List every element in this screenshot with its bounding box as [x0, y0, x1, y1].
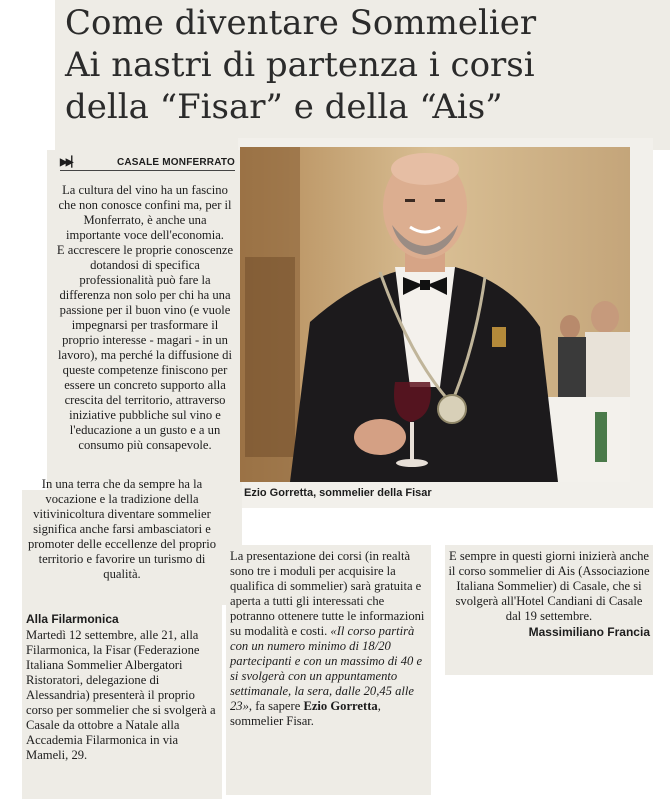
headline: [65, 2, 665, 128]
headline-line-2: Ai nastri di partenza i corsi: [65, 45, 535, 85]
article-column-2: [230, 549, 428, 729]
paragraph-4: Martedì 12 settembre, alle 21, alla Filarmonica, la Fisar (Federazione Italiana Sommelier Albergatori Ristoratori, delegazione di Alessandria) presenterà il proprio corso per sommelier che si svolgerà a Casale da ottobre a Natale alla Accademia Filarmonica in via Mameli, 29.: [26, 628, 216, 762]
headline-line-3: della “Fisar” e della “Ais”: [65, 87, 503, 127]
photo-illustration: [240, 147, 630, 482]
headline-line-1: Come diventare Sommelier: [65, 3, 537, 43]
article-photo: [240, 147, 630, 482]
section-subhead: Alla Filarmonica: [26, 612, 119, 626]
quoted-person-name: Ezio Gorretta: [303, 699, 378, 713]
quote-text: «Il corso partirà con un numero minimo di 18/20 partecipanti e con un massimo di 40 e si svolgerà con un appuntamento settimanale, la sera, dalle 20,45 alle 23»: [230, 624, 423, 713]
paragraph-3: In una terra che da sempre ha la vocazione e la tradizione della vitivinicoltura diventare sommelier significa anche farsi ambasciatori e promoter delle eccellenze del proprio territorio e favorire un turismo di qualità.: [27, 477, 217, 581]
paragraph-2: E accrescere le proprie conoscenze dotandosi di specifica professionalità può fare la differenza non solo per chi ha una passione per il buon vino (e vuole impegnarsi per trasformare il proprio interesse - magari - in un lavoro), ma perché la diffusione di queste competenze finiscono per essere un concreto supporto alla crescita del territorio, attraverso iniziative pubbliche sul vino e l'educazione a un gusto e a un consumo più consapevole.: [56, 243, 234, 452]
quote-attribution-end: , sommelier Fisar.: [230, 699, 381, 728]
location-label: CASALE MONFERRATO: [116, 157, 235, 168]
paragraph-5-text: La presentazione dei corsi (in realtà sono tre i moduli per acquisire la qualifica di sommelier) sarà gratuita e aperta a tutti gli interessati che potranno ottenere tutte le informazioni su modalità e costi.: [230, 549, 425, 638]
paragraph-6: E sempre in questi giorni inizierà anche il corso sommelier di Ais (Associazione Italiana Sommelier) di Casale, che si svolgerà all'Hotel Candiani di Casale dal 19 settembre.: [448, 549, 650, 623]
article-column-1b: [24, 477, 220, 582]
quote-attribution: , fa sapere: [248, 699, 304, 713]
paragraph-5: [230, 549, 428, 729]
paragraph-1: La cultura del vino ha un fascino che non conosce confini ma, per il Monferrato, è anche una importante voce dell'economia.: [58, 183, 232, 242]
photo-caption: Ezio Gorretta, sommelier della Fisar: [244, 487, 432, 499]
author-byline: Massimiliano Francia: [528, 625, 650, 639]
article-column-3: [448, 549, 650, 640]
location-dateline: [60, 157, 235, 171]
article-column-1c: [26, 628, 222, 763]
article-column-1: [56, 183, 234, 453]
fast-forward-icon: ▶▶▏: [60, 157, 78, 168]
